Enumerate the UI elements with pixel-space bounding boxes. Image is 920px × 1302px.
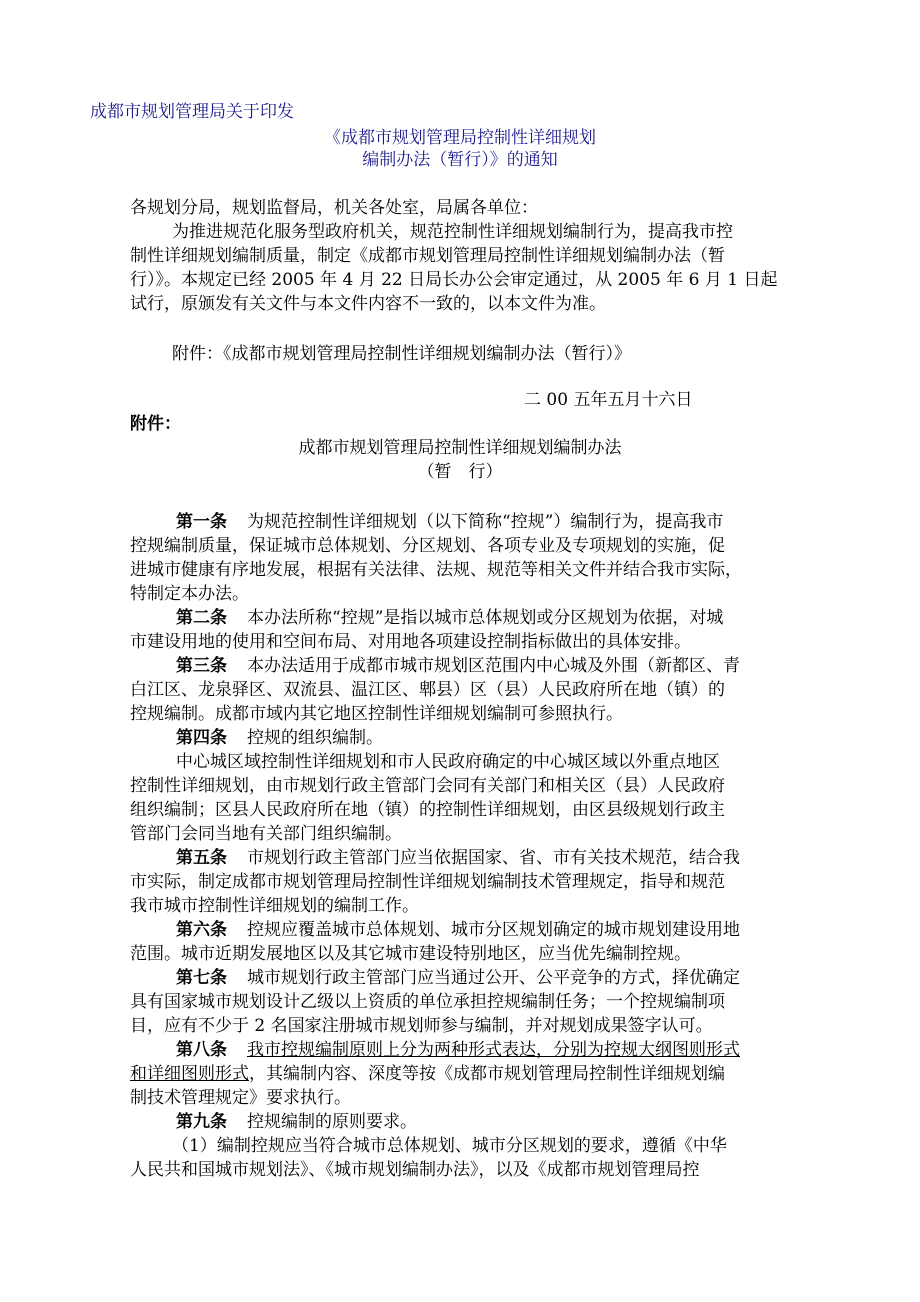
- article-8-line-3: 制技术管理规定》要求执行。: [130, 1088, 351, 1108]
- attachment-subtitle: （暂 行）: [417, 462, 503, 482]
- article-4-label: 第四条: [176, 728, 227, 748]
- article-4-para-2-line-1: 中心城区域控制性详细规划和市人民政府确定的中心城区域以外重点地区: [176, 752, 720, 772]
- article-7-line-2: 具有国家城市规划设计乙级以上资质的单位承担控规编制任务；一个控规编制项: [130, 992, 725, 1012]
- article-7-label: 第七条: [176, 968, 227, 988]
- article-2-label: 第二条: [176, 608, 227, 628]
- article-8-label: 第八条: [176, 1040, 227, 1060]
- article-9-item-1-line-1: （1）编制控规应当符合城市总体规划、城市分区规划的要求，遵循《中华: [172, 1136, 727, 1156]
- article-8-underlined-text: 我市控规编制原则上分为两种形式表达，分别为控规大纲图则形式: [247, 1040, 740, 1060]
- notice-body-line-3: 行）》。本规定已经 2005 年 4 月 22 日局长办公会审定通过，从 2005 年 6 月 1 日起: [130, 270, 778, 290]
- article-8-line-2: 和详细图则形式，其编制内容、深度等按《成都市规划管理局控制性详细规划编: [130, 1064, 725, 1084]
- article-9-item-1-line-2: 人民共和国城市规划法》、《城市规划编制办法》，以及《成都市规划管理局控: [130, 1160, 700, 1180]
- article-4-para-2-line-4: 管部门会同当地有关部门组织编制。: [130, 824, 402, 844]
- article-1-line-3: 进城市健康有序地发展，根据有关法律、法规、规范等相关文件并结合我市实际，: [130, 560, 742, 580]
- article-9-label: 第九条: [176, 1112, 227, 1132]
- article-2-line-1: 第二条 本办法所称“控规”是指以城市总体规划或分区规划为依据，对城: [176, 608, 724, 628]
- article-5-line-3: 我市城市控制性详细规划的编制工作。: [130, 896, 419, 916]
- notice-body-line-1: 为推进规范化服务型政府机关，规范控制性详细规划编制行为，提高我市控: [172, 222, 733, 242]
- article-3-line-1: 第三条 本办法适用于成都市城市规划区范围内中心城及外围（新都区、青: [176, 656, 740, 676]
- article-1-line-1: 第一条 为规范控制性详细规划（以下简称“控规”）编制行为，提高我市: [176, 512, 724, 532]
- article-8-line-1: [176, 1038, 740, 1062]
- notice-recipients: 各规划分局，规划监督局，机关各处室，局属各单位：: [130, 198, 538, 218]
- article-5-label: 第五条: [176, 848, 227, 868]
- notice-body-line-2: 制性详细规划编制质量，制定《成都市规划管理局控制性详细规划编制办法（暂: [130, 246, 725, 266]
- article-8-underlined-continuation: 和详细图则形式: [130, 1064, 249, 1084]
- article-6-line-2: 范围。城市近期发展地区以及其它城市建设特别地区，应当优先编制控规。: [130, 944, 691, 964]
- article-1-line-4: 特制定本办法。: [130, 584, 249, 604]
- notice-body-line-4: 试行，原颁发有关文件与本文件内容不一致的，以本文件为准。: [130, 294, 606, 314]
- article-1-line-2: 控规编制质量，保证城市总体规划、分区规划、各项专业及专项规划的实施，促: [130, 536, 725, 556]
- article-9-line-1: 第九条 控规编制的原则要求。: [176, 1112, 417, 1132]
- notice-date: 二 00 五年五月十六日: [524, 390, 693, 410]
- article-5-line-2: 市实际，制定成都市规划管理局控制性详细规划编制技术管理规定，指导和规范: [130, 872, 725, 892]
- attachment-title: 成都市规划管理局控制性详细规划编制办法: [298, 438, 622, 458]
- article-3-label: 第三条: [176, 656, 227, 676]
- article-3-line-3: 控规编制。成都市域内其它地区控制性详细规划编制可参照执行。: [130, 704, 623, 724]
- intro-line: 成都市规划管理局关于印发: [90, 102, 294, 122]
- attachment-label: 附件：: [130, 414, 181, 434]
- article-6-line-1: 第六条 控规应覆盖城市总体规划、城市分区规划确定的城市规划建设用地: [176, 920, 740, 940]
- article-1-label: 第一条: [176, 512, 227, 532]
- notice-title-line-1: 《成都市规划管理局控制性详细规划: [324, 128, 596, 148]
- article-7-line-1: 第七条 城市规划行政主管部门应当通过公开、公平竞争的方式，择优确定: [176, 968, 740, 988]
- article-2-line-2: 市建设用地的使用和空间布局、对用地各项建设控制指标做出的具体安排。: [130, 632, 691, 652]
- article-4-para-2-line-2: 控制性详细规划，由市规划行政主管部门会同有关部门和相关区（县）人民政府: [130, 776, 725, 796]
- article-4-para-2-line-3: 组织编制；区县人民政府所在地（镇）的控制性详细规划，由区县级规划行政主: [130, 800, 725, 820]
- article-3-line-2: 白江区、龙泉驿区、双流县、温江区、郫县）区（县）人民政府所在地（镇）的: [130, 680, 725, 700]
- notice-title-line-2: 编制办法（暂行）》的通知: [362, 150, 558, 170]
- article-7-line-3: 目，应有不少于 2 名国家注册城市规划师参与编制，并对规划成果签字认可。: [130, 1016, 713, 1036]
- article-6-label: 第六条: [176, 920, 227, 940]
- attachment-reference: 附件：《成都市规划管理局控制性详细规划编制办法（暂行）》: [172, 344, 631, 364]
- article-4-line-1: 第四条 控规的组织编制。: [176, 728, 383, 748]
- article-5-line-1: 第五条 市规划行政主管部门应当依据国家、省、市有关技术规范，结合我: [176, 848, 740, 868]
